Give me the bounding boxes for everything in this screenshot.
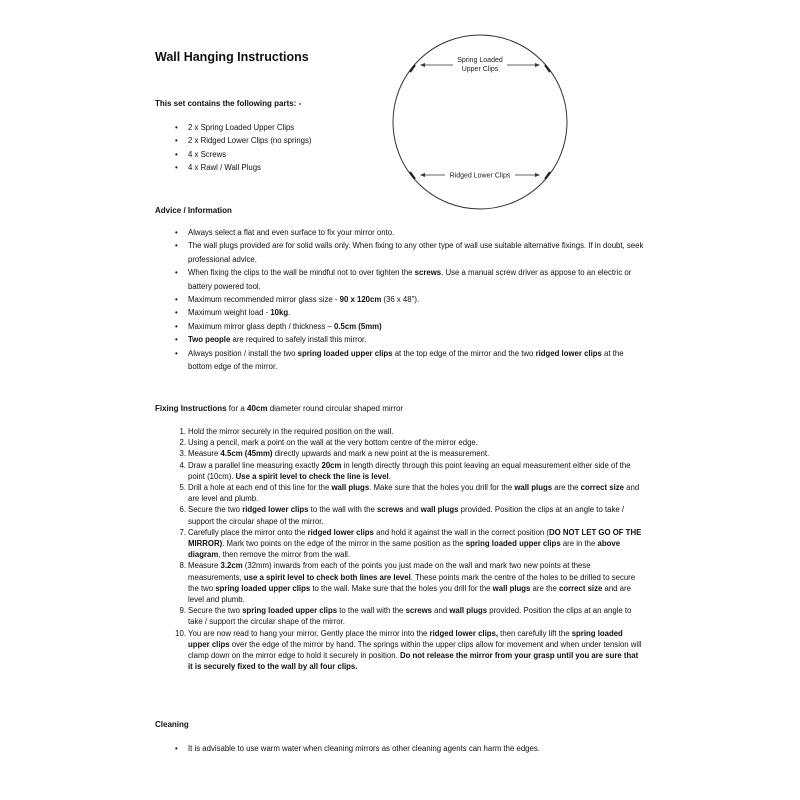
fixing-step bbox=[175, 527, 645, 561]
text-run: and are level and plumb. bbox=[188, 583, 631, 605]
text-run: Always select a flat and even surface to fix your mirror onto. bbox=[188, 228, 395, 237]
cleaning-list-item bbox=[175, 742, 655, 755]
text-run: and are level and plumb. bbox=[188, 483, 640, 504]
bold-text: Two people bbox=[188, 335, 231, 345]
text-run: . Use a manual screw driver as appose to an electric or battery powered tool. bbox=[188, 268, 632, 291]
text-run: Maximum weight load - bbox=[188, 308, 271, 318]
text-run: . bbox=[388, 471, 391, 481]
text-run: at the top edge of the mirror and the two bbox=[392, 348, 536, 358]
bold-text: use a spirit level to check both lines are level bbox=[243, 572, 411, 582]
advice-list-item bbox=[175, 347, 645, 374]
text-run: are the bbox=[530, 583, 559, 593]
bold-text: spring loaded upper clips bbox=[215, 583, 311, 593]
advice-list-item bbox=[175, 293, 645, 306]
parts-list-item: • 2 x Ridged Lower Clips (no springs) bbox=[175, 134, 435, 147]
text-run: provided. Position the clips at an angle to take / support the circular shape of the mirror. bbox=[188, 505, 625, 526]
advice-list-item bbox=[175, 333, 645, 346]
bold-text: DO NOT LET GO OF THE MIRROR) bbox=[188, 527, 642, 549]
step-number: 9. bbox=[179, 606, 186, 616]
text-run: provided. Position the clips at an angle to take / support the circular shape of the mirror. bbox=[188, 606, 632, 627]
text-run: Secure the two bbox=[188, 606, 243, 616]
text-run: Hold the mirror securely in the required position on the wall. bbox=[188, 427, 394, 436]
upper-clip-label: Upper Clips bbox=[461, 66, 499, 73]
text-run: Maximum mirror glass depth / thickness – bbox=[188, 321, 335, 331]
fixing-heading bbox=[155, 404, 403, 413]
bold-text: wall plugs bbox=[331, 483, 370, 493]
bold-text: spring loaded upper clips bbox=[465, 539, 561, 549]
text-run: You are now read to hang your mirror. Gently place the mirror into the bbox=[188, 628, 430, 638]
advice-heading: Advice / Information bbox=[155, 206, 232, 215]
text-run: Maximum recommended mirror glass size - bbox=[188, 295, 340, 305]
step-number: 7. bbox=[179, 527, 186, 537]
text-run: in length directly through this point leaving an equal measurement either side of the point (10cm). bbox=[188, 460, 631, 481]
bold-text: ridged lower clips bbox=[535, 348, 602, 358]
bold-text: above diagram bbox=[188, 539, 621, 560]
text-run: Draw a parallel line measuring exactly bbox=[188, 460, 322, 470]
advice-list-item bbox=[175, 320, 645, 333]
upper-clip-left bbox=[410, 65, 415, 72]
text-run: Measure bbox=[188, 561, 221, 571]
text-run: directly upwards and mark a new point at the is measurement. bbox=[272, 449, 490, 459]
fixing-step bbox=[175, 448, 645, 459]
text-run: for a bbox=[226, 404, 248, 413]
bold-text: spring loaded upper clips bbox=[297, 348, 393, 358]
advice-list bbox=[175, 226, 645, 373]
bold-text: 0.5cm (5mm) bbox=[334, 321, 382, 331]
text-run: Measure bbox=[188, 449, 221, 459]
lower-arrow-right bbox=[535, 173, 540, 177]
bold-text: ridged lower clips, bbox=[429, 628, 499, 638]
fixing-step bbox=[175, 437, 645, 448]
upper-arrow-left bbox=[420, 63, 425, 67]
bold-text: Use a spirit level to check the line is level bbox=[235, 471, 389, 481]
text-run: Drill a hole at each end of this line for the bbox=[188, 483, 332, 493]
text-run: Always position / install the two bbox=[188, 348, 298, 358]
step-number: 8. bbox=[179, 561, 186, 571]
text-run: (32mm) inwards from each of the points you just made on the wall and mark two new points at these measurements, bbox=[188, 561, 591, 582]
parts-list-item: • 4 x Screws bbox=[175, 148, 435, 161]
lower-clip-label: Ridged Lower Clips bbox=[449, 172, 511, 180]
text-run: The wall plugs provided are for solid walls only. When fixing to any other type of wall use suitable alternative fixings. If in doubt, seek professional advice. bbox=[188, 241, 644, 264]
cleaning-heading: Cleaning bbox=[155, 720, 189, 729]
step-number: 2. bbox=[179, 438, 186, 448]
advice-list-item bbox=[175, 306, 645, 319]
text-run: When fixing the clips to the wall be mindful not to over tighten the bbox=[188, 268, 415, 278]
bold-text: wall plugs bbox=[420, 505, 459, 515]
text-run: , then remove the mirror from the wall. bbox=[218, 550, 351, 560]
bold-text: ridged lower clips bbox=[242, 505, 309, 515]
fixing-step bbox=[175, 560, 645, 605]
fixing-step bbox=[175, 482, 645, 504]
advice-list-item bbox=[175, 239, 645, 266]
parts-list-item: • 4 x Rawl / Wall Plugs bbox=[175, 161, 435, 174]
step-number: 5. bbox=[179, 483, 186, 493]
fixing-step bbox=[175, 628, 645, 673]
fixing-step bbox=[175, 605, 645, 627]
bold-text: spring loaded upper clips bbox=[242, 606, 338, 616]
fixing-step bbox=[175, 426, 645, 437]
text-run: are in the bbox=[560, 539, 598, 549]
text-run: to the wall. Make sure that the holes you drill for the bbox=[310, 583, 493, 593]
step-number: 3. bbox=[179, 449, 186, 459]
bold-text: correct size bbox=[558, 583, 603, 593]
fixing-step bbox=[175, 504, 645, 526]
upper-arrow-right bbox=[535, 63, 540, 67]
bold-text: 40cm bbox=[247, 404, 268, 413]
text-run: then carefully lift the bbox=[498, 628, 572, 638]
lower-arrow-left bbox=[420, 173, 425, 177]
bold-text: 4.5cm (45mm) bbox=[220, 449, 273, 459]
bold-text: screws bbox=[414, 268, 442, 278]
bold-text: correct size bbox=[580, 483, 625, 493]
text-run: Carefully place the mirror onto the bbox=[188, 527, 308, 537]
parts-list-item: • 2 x Spring Loaded Upper Clips bbox=[175, 121, 435, 134]
upper-clip-right bbox=[545, 65, 550, 72]
bold-text: Do not release the mirror from your grasp until you are sure that it is securely fixed to the wall by all four clips. bbox=[188, 651, 639, 672]
text-run: are required to safely install this mirror. bbox=[230, 335, 367, 345]
text-run: are the bbox=[552, 483, 581, 493]
cleaning-list bbox=[175, 742, 655, 755]
text-run: to the wall with the bbox=[337, 606, 406, 616]
bold-text: screws bbox=[376, 505, 404, 515]
mirror-clip-diagram bbox=[390, 30, 570, 215]
text-run: Secure the two bbox=[188, 505, 243, 515]
text-run: . Make sure that the holes you drill for the bbox=[369, 483, 515, 493]
lower-clip-right bbox=[545, 172, 550, 179]
text-run: It is advisable to use warm water when cleaning mirrors as other cleaning agents can harm the edges. bbox=[188, 744, 540, 753]
text-run: diameter round circular shaped mirror bbox=[267, 404, 404, 413]
text-run: and bbox=[432, 606, 450, 616]
bold-text: wall plugs bbox=[514, 483, 553, 493]
advice-list-item bbox=[175, 266, 645, 293]
text-run: to the wall with the bbox=[308, 505, 377, 515]
bold-text: screws bbox=[405, 606, 433, 616]
step-number: 6. bbox=[179, 505, 186, 515]
step-number: 1. bbox=[179, 427, 186, 436]
step-number: 4. bbox=[179, 460, 186, 470]
bold-text: Fixing Instructions bbox=[155, 404, 227, 413]
text-run: . These points mark the centre of the holes to be drilled to secure the two bbox=[188, 572, 636, 593]
text-run: . bbox=[288, 308, 291, 318]
text-run: over the edge of the mirror by hand. The springs within the upper clips allow for movement and when under tension will clamp down on the mirror edge to hold it securely in position. bbox=[188, 639, 642, 661]
fixing-step bbox=[175, 460, 645, 482]
bold-text: 90 x 120cm bbox=[339, 295, 382, 305]
bold-text: ridged lower clips bbox=[307, 527, 374, 537]
step-number: 10. bbox=[175, 628, 186, 638]
bold-text: 20cm bbox=[321, 460, 342, 470]
text-run: at the bottom edge of the mirror. bbox=[188, 348, 624, 372]
text-run: (36 x 48"). bbox=[381, 295, 420, 305]
bold-text: wall plugs bbox=[449, 606, 488, 616]
parts-heading: This set contains the following parts: - bbox=[155, 99, 302, 108]
bold-text: wall plugs bbox=[492, 583, 531, 593]
text-run: and hold it against the wall in the correct position ( bbox=[373, 527, 550, 537]
upper-clip-label: Spring Loaded bbox=[457, 57, 503, 64]
fixing-steps-list bbox=[175, 426, 645, 672]
page-title: Wall Hanging Instructions bbox=[155, 50, 309, 64]
text-run: and bbox=[403, 505, 421, 515]
advice-list-item bbox=[175, 226, 645, 239]
bold-text: 10kg bbox=[270, 308, 289, 318]
bold-text: 3.2cm bbox=[220, 561, 243, 571]
bold-text: spring loaded upper clips bbox=[188, 628, 623, 649]
text-run: . Mark two points on the edge of the mirror in the same position as the bbox=[222, 539, 466, 549]
lower-clip-left bbox=[410, 172, 415, 179]
text-run: Using a pencil, mark a point on the wall at the very bottom centre of the mirror edge. bbox=[188, 438, 478, 448]
